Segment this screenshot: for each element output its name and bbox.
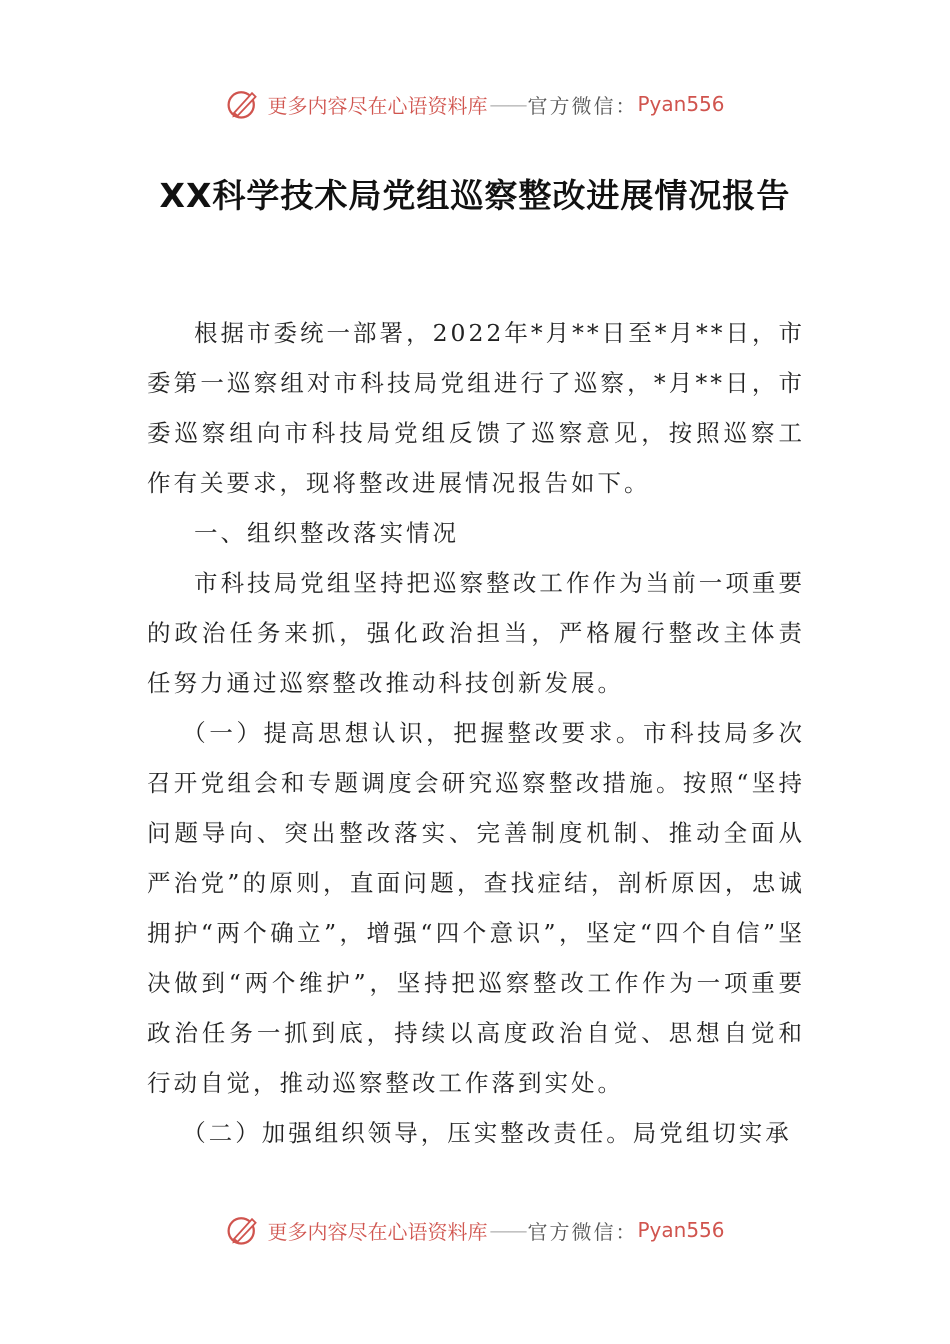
document-body [147, 308, 805, 1158]
document-title: XX科学技术局党组巡察整改进展情况报告 [159, 176, 791, 215]
paragraph-intro: 根据市委统一部署，2022年*月**日至*月**日，市委第一巡察组对市科技局党组进行了巡察，*月**日，市委巡察组向市科技局党组反馈了巡察意见，按照巡察工作有关要求，现将整改进展情况报告如下。 [147, 319, 805, 497]
wechat-id: Pyan556 [637, 1218, 725, 1242]
paragraph-item-2: （二）加强组织领导，压实整改责任。局党组切实承 [182, 1119, 792, 1147]
wechat-label: 官方微信： [527, 93, 638, 118]
site-name: 更多内容尽在心语资料库 [267, 93, 488, 118]
wechat-id: Pyan556 [637, 92, 725, 116]
paragraph-section-1: 市科技局党组坚持把巡察整改工作作为当前一项重要的政治任务来抓，强化政治担当，严格履行整改主体责任努力通过巡察整改推动科技创新发展。 [147, 569, 805, 697]
section-heading-1: 一、组织整改落实情况 [194, 519, 459, 547]
pen-logo-icon [225, 1212, 261, 1248]
pen-logo-icon [225, 86, 261, 122]
header-watermark [0, 84, 950, 124]
separator-dash: —— [489, 92, 526, 116]
separator-dash: —— [489, 1218, 526, 1242]
paragraph-item-1: （一）提高思想认识，把握整改要求。市科技局多次召开党组会和专题调度会研究巡察整改措施。按照“坚持问题导向、突出整改落实、完善制度机制、推动全面从严治党”的原则，直面问题，查找症结，剖析原因，忠诚拥护“两个确立”，增强“四个意识”，坚定“四个自信”坚决做到“两个维护”，坚持把巡察整改工作作为一项重要政治任务一抓到底，持续以高度政治自觉、思想自觉和行动自觉，推动巡察整改工作落到实处。 [147, 719, 805, 1097]
footer-watermark [0, 1210, 950, 1250]
wechat-label: 官方微信： [527, 1219, 638, 1244]
site-name: 更多内容尽在心语资料库 [267, 1219, 488, 1244]
